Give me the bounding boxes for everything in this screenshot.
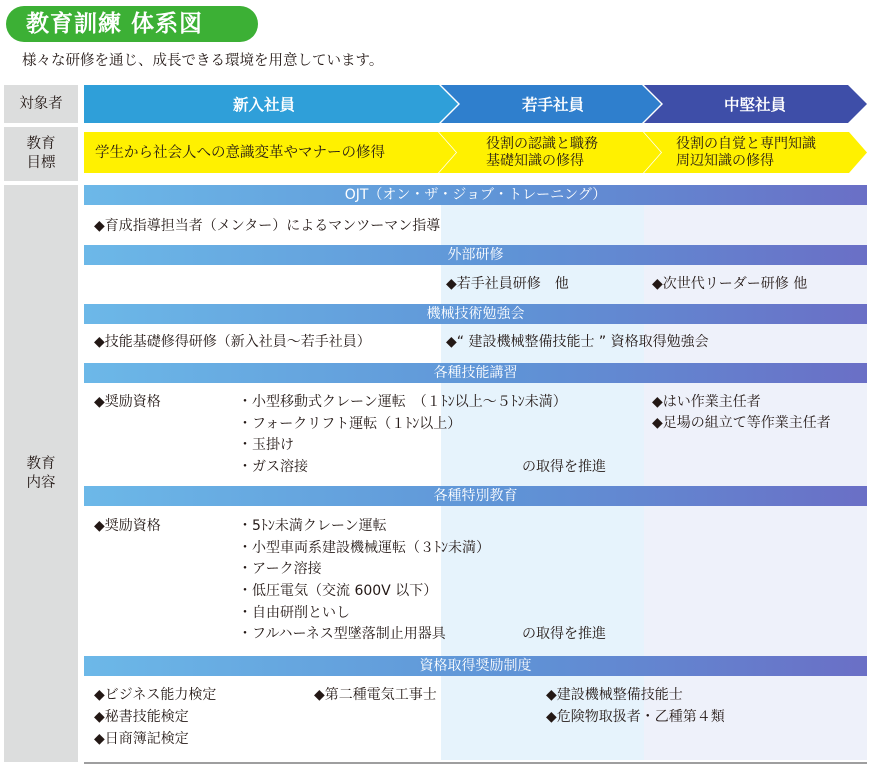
skills-label: ◆奨励資格 [94, 394, 161, 410]
skills-item: ・玉掛け [238, 437, 294, 453]
special-label: ◆奨励資格 [94, 518, 161, 534]
stage-new-label: 新入社員 [232, 96, 295, 114]
goal-mid-line1: 役割の自覚と専門知識 [676, 136, 816, 152]
qualification-item: ◆日商簿記検定 [94, 731, 189, 747]
skills-promote: の取得を推進 [522, 459, 606, 475]
goal-young-text [486, 132, 598, 173]
special-item: ・フルハーネス型墜落制止用器具 [238, 626, 446, 642]
label-content-line2: 内容 [26, 474, 56, 491]
special-item: ・小型車両系建設機械運転（３ﾄﾝ未満） [238, 540, 490, 556]
skills-item: ・フォークリフト運転（１ﾄﾝ以上） [238, 416, 462, 432]
stage-young-label: 若手社員 [521, 96, 584, 114]
machine-young: ◆“ 建設機械整備技能士 ” 資格取得勉強会 [446, 334, 709, 350]
special-item: ・低圧電気（交流 600V 以下） [238, 583, 438, 599]
label-goal [4, 127, 78, 181]
bottom-divider [84, 762, 867, 764]
machine-new: ◆技能基礎修得研修（新入社員～若手社員） [94, 334, 371, 350]
skills-item: ・小型移動式クレーン運転 （１ﾄﾝ以上～５ﾄﾝ未満） [238, 394, 567, 410]
section-header-ojt: OJT（オン・ザ・ジョブ・トレーニング） [84, 185, 867, 205]
special-promote: の取得を推進 [522, 626, 606, 642]
goal-mid-line2: 周辺知識の修得 [676, 153, 774, 169]
goal-young-line1: 役割の認識と職務 [486, 136, 598, 152]
external-mid: ◆次世代リーダー研修 他 [652, 276, 808, 292]
stage-mid-label: 中堅社員 [723, 96, 786, 114]
qualification-item: ◆ビジネス能力検定 [94, 687, 217, 703]
section-header-machine: 機械技術勉強会 [84, 304, 867, 324]
section-header-qualification: 資格取得奨励制度 [84, 656, 867, 676]
special-item: ・自由研削といし [238, 605, 350, 621]
qualification-item: ◆危険物取扱者・乙種第４類 [546, 709, 725, 725]
page-subtitle: 様々な研修を通じ、成長できる環境を用意しています。 [22, 53, 384, 69]
external-young: ◆若手社員研修 他 [446, 276, 569, 292]
skills-mid-2: ◆足場の組立て等作業主任者 [652, 415, 831, 431]
qualification-item: ◆第二種電気工事士 [314, 687, 437, 703]
section-header-external: 外部研修 [84, 245, 867, 265]
section-header-skills: 各種技能講習 [84, 363, 867, 383]
label-content [4, 185, 78, 762]
ojt-item: ◆育成指導担当者（メンター）によるマンツーマン指導 [94, 218, 441, 234]
qualification-item: ◆秘書技能検定 [94, 709, 189, 725]
label-content-line1: 教育 [26, 455, 56, 472]
page-title: 教育訓練 体系図 [26, 11, 204, 37]
goal-young-line2: 基礎知識の修得 [486, 153, 584, 169]
goal-new: 学生から社会人への意識変革やマナーの修得 [95, 144, 385, 161]
skills-item: ・ガス溶接 [238, 459, 308, 475]
section-header-special: 各種特別教育 [84, 486, 867, 506]
label-goal-line2: 目標 [26, 155, 56, 171]
qualification-item: ◆建設機械整備技能士 [546, 687, 683, 703]
goal-mid-text [676, 132, 816, 173]
label-goal-line1: 教育 [26, 136, 56, 152]
label-target-text: 対象者 [19, 95, 63, 112]
skills-mid-1: ◆はい作業主任者 [652, 394, 761, 410]
special-item: ・アーク溶接 [238, 561, 322, 577]
label-target [4, 85, 78, 123]
special-item: ・5ﾄﾝ未満クレーン運転 [238, 518, 387, 534]
goal-new-text [95, 132, 385, 173]
